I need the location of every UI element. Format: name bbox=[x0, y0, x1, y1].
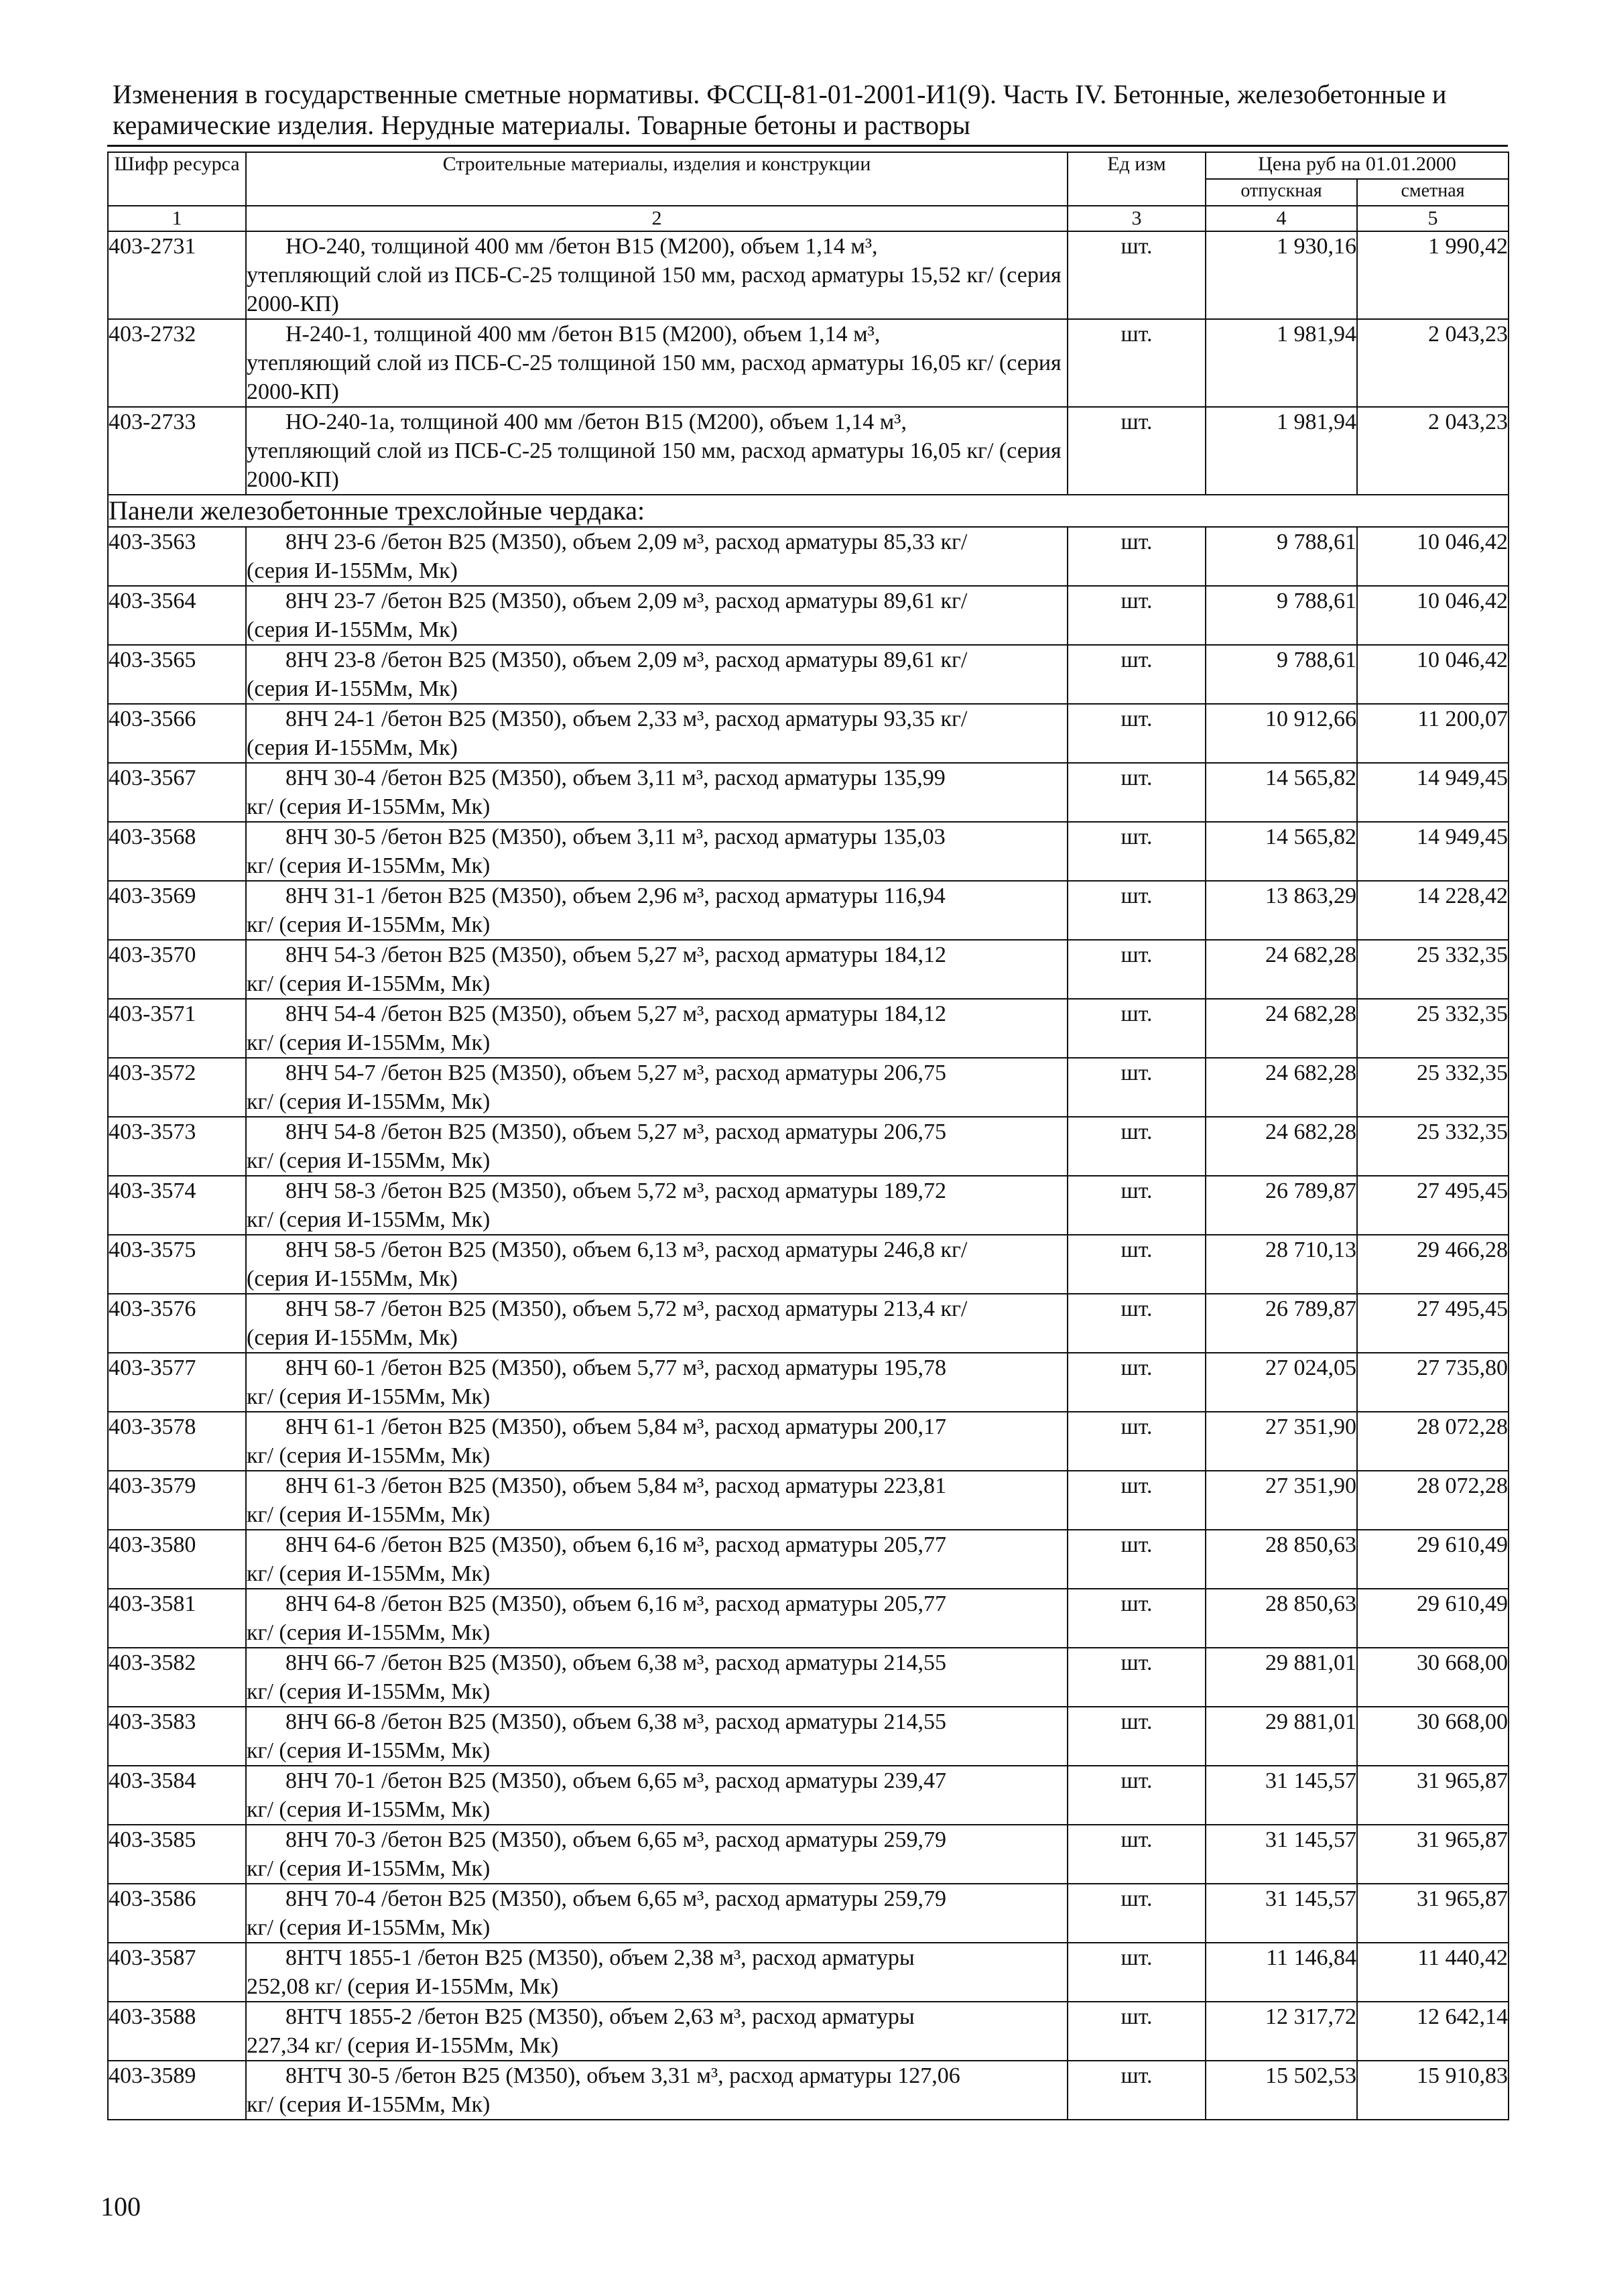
description-continuation: утепляющий слой из ПСБ-С-25 толщиной 150 мм, расход арматуры 15,52 кг/ (серия 2000-КП) bbox=[247, 263, 1062, 316]
price-release-cell: 29 881,01 bbox=[1206, 1648, 1357, 1707]
description-line: 8НЧ 66-8 /бетон В25 (М350), объем 6,38 м³, расход арматуры 214,55 bbox=[285, 1709, 946, 1734]
title-divider bbox=[107, 145, 1508, 147]
resource-description bbox=[246, 1294, 1068, 1353]
resource-code: 403-2731 bbox=[108, 231, 246, 319]
resource-code: 403-3574 bbox=[108, 1176, 246, 1235]
resource-code: 403-3588 bbox=[108, 2002, 246, 2061]
description-continuation: кг/ (серия И-155Мм, Мк) bbox=[247, 1089, 491, 1114]
resource-price-table bbox=[107, 152, 1509, 2120]
resource-description bbox=[246, 1058, 1068, 1117]
price-release-cell: 28 710,13 bbox=[1206, 1235, 1357, 1294]
header-materials: Строительные материалы, изделия и конструкции bbox=[246, 152, 1068, 206]
description-continuation: 252,08 кг/ (серия И-155Мм, Мк) bbox=[247, 1974, 559, 1999]
table-row bbox=[108, 704, 1509, 763]
resource-code: 403-3582 bbox=[108, 1648, 246, 1707]
resource-description bbox=[246, 822, 1068, 881]
price-release-cell: 27 351,90 bbox=[1206, 1412, 1357, 1471]
resource-description bbox=[246, 1589, 1068, 1648]
resource-code: 403-3564 bbox=[108, 586, 246, 645]
resource-description bbox=[246, 881, 1068, 940]
description-line: 8НЧ 70-1 /бетон В25 (М350), объем 6,65 м³, расход арматуры 239,47 bbox=[285, 1768, 946, 1793]
unit-cell: шт. bbox=[1068, 586, 1206, 645]
price-estimate-cell: 31 965,87 bbox=[1357, 1884, 1509, 1943]
unit-cell: шт. bbox=[1068, 319, 1206, 407]
description-line: 8НЧ 31-1 /бетон В25 (М350), объем 2,96 м³, расход арматуры 116,94 bbox=[285, 884, 946, 908]
resource-description bbox=[246, 1766, 1068, 1825]
description-continuation: (серия И-155Мм, Мк) bbox=[247, 1325, 458, 1350]
description-line: 8НЧ 70-4 /бетон В25 (М350), объем 6,65 м³, расход арматуры 259,79 bbox=[285, 1886, 946, 1911]
resource-code: 403-3583 bbox=[108, 1707, 246, 1766]
table-row bbox=[108, 763, 1509, 822]
description-continuation: утепляющий слой из ПСБ-С-25 толщиной 150 мм, расход арматуры 16,05 кг/ (серия 2000-КП) bbox=[247, 351, 1062, 404]
description-continuation: кг/ (серия И-155Мм, Мк) bbox=[247, 2092, 491, 2117]
unit-cell: шт. bbox=[1068, 527, 1206, 586]
table-row bbox=[108, 1766, 1509, 1825]
table-row bbox=[108, 2002, 1509, 2061]
table-row bbox=[108, 1176, 1509, 1235]
table-row bbox=[108, 1530, 1509, 1589]
price-release-cell: 31 145,57 bbox=[1206, 1766, 1357, 1825]
description-line: 8НЧ 23-7 /бетон В25 (М350), объем 2,09 м³, расход арматуры 89,61 кг/ bbox=[285, 589, 968, 613]
price-estimate-cell: 29 610,49 bbox=[1357, 1530, 1509, 1589]
resource-code: 403-3573 bbox=[108, 1117, 246, 1176]
price-release-cell: 28 850,63 bbox=[1206, 1589, 1357, 1648]
description-continuation: кг/ (серия И-155Мм, Мк) bbox=[247, 853, 491, 878]
price-release-cell: 14 565,82 bbox=[1206, 763, 1357, 822]
price-release-cell: 24 682,28 bbox=[1206, 999, 1357, 1058]
price-release-cell: 9 788,61 bbox=[1206, 645, 1357, 704]
unit-cell: шт. bbox=[1068, 407, 1206, 495]
table-row bbox=[108, 586, 1509, 645]
resource-code: 403-3586 bbox=[108, 1884, 246, 1943]
price-estimate-cell: 14 949,45 bbox=[1357, 822, 1509, 881]
column-number: 1 bbox=[108, 206, 246, 231]
price-release-cell: 29 881,01 bbox=[1206, 1707, 1357, 1766]
price-estimate-cell: 14 228,42 bbox=[1357, 881, 1509, 940]
price-estimate-cell: 14 949,45 bbox=[1357, 763, 1509, 822]
resource-code: 403-3581 bbox=[108, 1589, 246, 1648]
description-continuation: кг/ (серия И-155Мм, Мк) bbox=[247, 1856, 491, 1881]
resource-description bbox=[246, 586, 1068, 645]
price-release-cell: 28 850,63 bbox=[1206, 1530, 1357, 1589]
description-line: 8НТЧ 1855-1 /бетон В25 (М350), объем 2,38 м³, расход арматуры bbox=[285, 1945, 915, 1970]
description-continuation: кг/ (серия И-155Мм, Мк) bbox=[247, 1148, 491, 1173]
description-continuation: кг/ (серия И-155Мм, Мк) bbox=[247, 1384, 491, 1409]
resource-description bbox=[246, 704, 1068, 763]
header-unit: Ед изм bbox=[1068, 152, 1206, 206]
table-row bbox=[108, 1294, 1509, 1353]
price-estimate-cell: 29 466,28 bbox=[1357, 1235, 1509, 1294]
description-line: НО-240, толщиной 400 мм /бетон В15 (М200), объем 1,14 м³, bbox=[285, 234, 878, 259]
price-estimate-cell: 30 668,00 bbox=[1357, 1707, 1509, 1766]
unit-cell: шт. bbox=[1068, 1294, 1206, 1353]
header-price-release: отпускная bbox=[1206, 179, 1357, 206]
column-number: 5 bbox=[1357, 206, 1509, 231]
price-estimate-cell: 25 332,35 bbox=[1357, 940, 1509, 999]
table-row bbox=[108, 1235, 1509, 1294]
table-row bbox=[108, 1058, 1509, 1117]
unit-cell: шт. bbox=[1068, 1058, 1206, 1117]
resource-description bbox=[246, 999, 1068, 1058]
description-line: Н-240-1, толщиной 400 мм /бетон В15 (М200), объем 1,14 м³, bbox=[285, 322, 881, 347]
resource-code: 403-3567 bbox=[108, 763, 246, 822]
description-line: 8НЧ 58-5 /бетон В25 (М350), объем 6,13 м³, расход арматуры 246,8 кг/ bbox=[285, 1237, 968, 1262]
resource-description bbox=[246, 1825, 1068, 1884]
resource-description bbox=[246, 2061, 1068, 2120]
resource-description bbox=[246, 231, 1068, 319]
header-price-estimate: сметная bbox=[1357, 179, 1509, 206]
unit-cell: шт. bbox=[1068, 1589, 1206, 1648]
resource-code: 403-3579 bbox=[108, 1471, 246, 1530]
column-number: 4 bbox=[1206, 206, 1357, 231]
price-estimate-cell: 2 043,23 bbox=[1357, 319, 1509, 407]
price-estimate-cell: 11 200,07 bbox=[1357, 704, 1509, 763]
resource-code: 403-3571 bbox=[108, 999, 246, 1058]
resource-description bbox=[246, 1943, 1068, 2002]
table-row bbox=[108, 822, 1509, 881]
unit-cell: шт. bbox=[1068, 1471, 1206, 1530]
unit-cell: шт. bbox=[1068, 940, 1206, 999]
table-body-panels bbox=[108, 527, 1509, 2120]
resource-code: 403-3576 bbox=[108, 1294, 246, 1353]
price-estimate-cell: 10 046,42 bbox=[1357, 586, 1509, 645]
price-release-cell: 27 024,05 bbox=[1206, 1353, 1357, 1412]
table-row bbox=[108, 1707, 1509, 1766]
price-estimate-cell: 27 735,80 bbox=[1357, 1353, 1509, 1412]
resource-code: 403-3570 bbox=[108, 940, 246, 999]
unit-cell: шт. bbox=[1068, 1707, 1206, 1766]
resource-description bbox=[246, 1176, 1068, 1235]
price-release-cell: 13 863,29 bbox=[1206, 881, 1357, 940]
resource-description bbox=[246, 1117, 1068, 1176]
description-line: 8НЧ 54-8 /бетон В25 (М350), объем 5,27 м³, расход арматуры 206,75 bbox=[285, 1120, 946, 1144]
description-line: 8НЧ 64-6 /бетон В25 (М350), объем 6,16 м³, расход арматуры 205,77 bbox=[285, 1532, 946, 1557]
table-row bbox=[108, 1943, 1509, 2002]
description-continuation: кг/ (серия И-155Мм, Мк) bbox=[247, 1030, 491, 1055]
unit-cell: шт. bbox=[1068, 704, 1206, 763]
description-continuation: кг/ (серия И-155Мм, Мк) bbox=[247, 1207, 491, 1232]
table-row bbox=[108, 1412, 1509, 1471]
unit-cell: шт. bbox=[1068, 881, 1206, 940]
unit-cell: шт. bbox=[1068, 1943, 1206, 2002]
table-row bbox=[108, 1353, 1509, 1412]
description-line: 8НЧ 30-4 /бетон В25 (М350), объем 3,11 м³, расход арматуры 135,99 bbox=[285, 766, 946, 790]
description-continuation: утепляющий слой из ПСБ-С-25 толщиной 150 мм, расход арматуры 16,05 кг/ (серия 2000-КП) bbox=[247, 438, 1062, 492]
description-continuation: (серия И-155Мм, Мк) bbox=[247, 676, 458, 701]
unit-cell: шт. bbox=[1068, 2002, 1206, 2061]
resource-description bbox=[246, 407, 1068, 495]
table-row bbox=[108, 1117, 1509, 1176]
price-release-cell: 31 145,57 bbox=[1206, 1825, 1357, 1884]
table-row bbox=[108, 231, 1509, 319]
price-release-cell: 9 788,61 bbox=[1206, 527, 1357, 586]
description-line: 8НЧ 54-7 /бетон В25 (М350), объем 5,27 м³, расход арматуры 206,75 bbox=[285, 1061, 946, 1085]
resource-description bbox=[246, 2002, 1068, 2061]
unit-cell: шт. bbox=[1068, 1353, 1206, 1412]
price-release-cell: 14 565,82 bbox=[1206, 822, 1357, 881]
column-number: 3 bbox=[1068, 206, 1206, 231]
price-estimate-cell: 27 495,45 bbox=[1357, 1176, 1509, 1235]
resource-description bbox=[246, 1471, 1068, 1530]
table-row bbox=[108, 999, 1509, 1058]
description-continuation: кг/ (серия И-155Мм, Мк) bbox=[247, 1679, 491, 1704]
price-release-cell: 9 788,61 bbox=[1206, 586, 1357, 645]
price-estimate-cell: 12 642,14 bbox=[1357, 2002, 1509, 2061]
page-number: 100 bbox=[101, 2191, 141, 2222]
resource-description bbox=[246, 940, 1068, 999]
price-estimate-cell: 1 990,42 bbox=[1357, 231, 1509, 319]
price-estimate-cell: 27 495,45 bbox=[1357, 1294, 1509, 1353]
unit-cell: шт. bbox=[1068, 822, 1206, 881]
description-continuation: (серия И-155Мм, Мк) bbox=[247, 558, 458, 583]
table-row bbox=[108, 1884, 1509, 1943]
price-estimate-cell: 30 668,00 bbox=[1357, 1648, 1509, 1707]
unit-cell: шт. bbox=[1068, 1648, 1206, 1707]
resource-code: 403-3587 bbox=[108, 1943, 246, 2002]
table-row bbox=[108, 1825, 1509, 1884]
table-row bbox=[108, 881, 1509, 940]
price-estimate-cell: 28 072,28 bbox=[1357, 1412, 1509, 1471]
description-line: 8НЧ 60-1 /бетон В25 (М350), объем 5,77 м³, расход арматуры 195,78 bbox=[285, 1355, 946, 1380]
description-line: 8НЧ 54-3 /бетон В25 (М350), объем 5,27 м³, расход арматуры 184,12 bbox=[285, 943, 946, 967]
unit-cell: шт. bbox=[1068, 1235, 1206, 1294]
price-release-cell: 24 682,28 bbox=[1206, 940, 1357, 999]
description-continuation: кг/ (серия И-155Мм, Мк) bbox=[247, 1620, 491, 1645]
description-line: 8НЧ 58-3 /бетон В25 (М350), объем 5,72 м³, расход арматуры 189,72 bbox=[285, 1179, 946, 1203]
description-line: 8НЧ 23-6 /бетон В25 (М350), объем 2,09 м³, расход арматуры 85,33 кг/ bbox=[285, 530, 968, 554]
unit-cell: шт. bbox=[1068, 1884, 1206, 1943]
resource-description bbox=[246, 1648, 1068, 1707]
description-line: 8НЧ 58-7 /бетон В25 (М350), объем 5,72 м³, расход арматуры 213,4 кг/ bbox=[285, 1296, 968, 1321]
price-release-cell: 1 981,94 bbox=[1206, 407, 1357, 495]
description-continuation: кг/ (серия И-155Мм, Мк) bbox=[247, 794, 491, 819]
price-release-cell: 31 145,57 bbox=[1206, 1884, 1357, 1943]
unit-cell: шт. bbox=[1068, 645, 1206, 704]
unit-cell: шт. bbox=[1068, 231, 1206, 319]
resource-code: 403-3569 bbox=[108, 881, 246, 940]
resource-description bbox=[246, 527, 1068, 586]
section-row bbox=[108, 495, 1509, 527]
description-line: 8НЧ 70-3 /бетон В25 (М350), объем 6,65 м³, расход арматуры 259,79 bbox=[285, 1827, 946, 1852]
column-number: 2 bbox=[246, 206, 1068, 231]
resource-description bbox=[246, 1412, 1068, 1471]
description-continuation: кг/ (серия И-155Мм, Мк) bbox=[247, 1561, 491, 1586]
resource-code: 403-3580 bbox=[108, 1530, 246, 1589]
resource-code: 403-2733 bbox=[108, 407, 246, 495]
section-heading-body bbox=[108, 495, 1509, 527]
resource-description bbox=[246, 1235, 1068, 1294]
unit-cell: шт. bbox=[1068, 1766, 1206, 1825]
price-release-cell: 24 682,28 bbox=[1206, 1117, 1357, 1176]
description-continuation: 227,34 кг/ (серия И-155Мм, Мк) bbox=[247, 2033, 559, 2058]
description-line: НО-240-1а, толщиной 400 мм /бетон В15 (М200), объем 1,14 м³, bbox=[285, 410, 907, 434]
resource-code: 403-3585 bbox=[108, 1825, 246, 1884]
description-continuation: кг/ (серия И-155Мм, Мк) bbox=[247, 1797, 491, 1822]
table-row bbox=[108, 1471, 1509, 1530]
table-row bbox=[108, 1648, 1509, 1707]
resource-code: 403-3578 bbox=[108, 1412, 246, 1471]
description-continuation: (серия И-155Мм, Мк) bbox=[247, 617, 458, 642]
table-row bbox=[108, 940, 1509, 999]
description-continuation: кг/ (серия И-155Мм, Мк) bbox=[247, 912, 491, 937]
description-continuation: кг/ (серия И-155Мм, Мк) bbox=[247, 1915, 491, 1940]
description-continuation: (серия И-155Мм, Мк) bbox=[247, 1266, 458, 1291]
resource-code: 403-3575 bbox=[108, 1235, 246, 1294]
description-line: 8НЧ 54-4 /бетон В25 (М350), объем 5,27 м³, расход арматуры 184,12 bbox=[285, 1002, 946, 1026]
resource-code: 403-2732 bbox=[108, 319, 246, 407]
table-row bbox=[108, 1589, 1509, 1648]
description-line: 8НЧ 30-5 /бетон В25 (М350), объем 3,11 м³, расход арматуры 135,03 bbox=[285, 825, 946, 849]
price-release-cell: 26 789,87 bbox=[1206, 1176, 1357, 1235]
resource-description bbox=[246, 319, 1068, 407]
unit-cell: шт. bbox=[1068, 763, 1206, 822]
resource-code: 403-3589 bbox=[108, 2061, 246, 2120]
resource-code: 403-3577 bbox=[108, 1353, 246, 1412]
unit-cell: шт. bbox=[1068, 1117, 1206, 1176]
description-line: 8НЧ 66-7 /бетон В25 (М350), объем 6,38 м³, расход арматуры 214,55 bbox=[285, 1650, 946, 1675]
header-price-group: Цена руб на 01.01.2000 bbox=[1206, 152, 1509, 179]
price-estimate-cell: 25 332,35 bbox=[1357, 1117, 1509, 1176]
unit-cell: шт. bbox=[1068, 1825, 1206, 1884]
unit-cell: шт. bbox=[1068, 2061, 1206, 2120]
description-line: 8НЧ 24-1 /бетон В25 (М350), объем 2,33 м³, расход арматуры 93,35 кг/ bbox=[285, 707, 968, 731]
description-line: 8НЧ 61-1 /бетон В25 (М350), объем 5,84 м³, расход арматуры 200,17 bbox=[285, 1414, 946, 1439]
price-release-cell: 1 981,94 bbox=[1206, 319, 1357, 407]
price-estimate-cell: 29 610,49 bbox=[1357, 1589, 1509, 1648]
resource-description bbox=[246, 645, 1068, 704]
price-release-cell: 11 146,84 bbox=[1206, 1943, 1357, 2002]
resource-description bbox=[246, 1353, 1068, 1412]
price-estimate-cell: 28 072,28 bbox=[1357, 1471, 1509, 1530]
resource-code: 403-3568 bbox=[108, 822, 246, 881]
price-estimate-cell: 25 332,35 bbox=[1357, 1058, 1509, 1117]
table-row bbox=[108, 407, 1509, 495]
resource-description bbox=[246, 1530, 1068, 1589]
price-release-cell: 27 351,90 bbox=[1206, 1471, 1357, 1530]
price-estimate-cell: 10 046,42 bbox=[1357, 527, 1509, 586]
price-estimate-cell: 15 910,83 bbox=[1357, 2061, 1509, 2120]
resource-code: 403-3584 bbox=[108, 1766, 246, 1825]
price-release-cell: 15 502,53 bbox=[1206, 2061, 1357, 2120]
unit-cell: шт. bbox=[1068, 1530, 1206, 1589]
resource-code: 403-3563 bbox=[108, 527, 246, 586]
price-release-cell: 12 317,72 bbox=[1206, 2002, 1357, 2061]
price-estimate-cell: 11 440,42 bbox=[1357, 1943, 1509, 2002]
unit-cell: шт. bbox=[1068, 1176, 1206, 1235]
description-continuation: (серия И-155Мм, Мк) bbox=[247, 735, 458, 760]
header-code: Шифр ресурса bbox=[108, 152, 246, 206]
price-estimate-cell: 10 046,42 bbox=[1357, 645, 1509, 704]
table-body-top bbox=[108, 231, 1509, 495]
price-estimate-cell: 31 965,87 bbox=[1357, 1766, 1509, 1825]
description-continuation: кг/ (серия И-155Мм, Мк) bbox=[247, 971, 491, 996]
description-line: 8НТЧ 30-5 /бетон В25 (М350), объем 3,31 м³, расход арматуры 127,06 bbox=[285, 2063, 960, 2088]
description-continuation: кг/ (серия И-155Мм, Мк) bbox=[247, 1738, 491, 1763]
unit-cell: шт. bbox=[1068, 999, 1206, 1058]
unit-cell: шт. bbox=[1068, 1412, 1206, 1471]
price-release-cell: 26 789,87 bbox=[1206, 1294, 1357, 1353]
table-row bbox=[108, 2061, 1509, 2120]
table-row bbox=[108, 527, 1509, 586]
description-line: 8НЧ 23-8 /бетон В25 (М350), объем 2,09 м³, расход арматуры 89,61 кг/ bbox=[285, 648, 968, 672]
description-continuation: кг/ (серия И-155Мм, Мк) bbox=[247, 1502, 491, 1527]
table-row bbox=[108, 645, 1509, 704]
description-line: 8НЧ 61-3 /бетон В25 (М350), объем 5,84 м³, расход арматуры 223,81 bbox=[285, 1473, 946, 1498]
price-release-cell: 10 912,66 bbox=[1206, 704, 1357, 763]
resource-code: 403-3566 bbox=[108, 704, 246, 763]
resource-description bbox=[246, 1884, 1068, 1943]
description-line: 8НТЧ 1855-2 /бетон В25 (М350), объем 2,63 м³, расход арматуры bbox=[285, 2004, 915, 2029]
description-continuation: кг/ (серия И-155Мм, Мк) bbox=[247, 1443, 491, 1468]
section-title: Панели железобетонные трехслойные чердака: bbox=[108, 495, 1509, 527]
price-estimate-cell: 31 965,87 bbox=[1357, 1825, 1509, 1884]
price-release-cell: 1 930,16 bbox=[1206, 231, 1357, 319]
table-row bbox=[108, 319, 1509, 407]
description-line: 8НЧ 64-8 /бетон В25 (М350), объем 6,16 м³, расход арматуры 205,77 bbox=[285, 1591, 946, 1616]
resource-description bbox=[246, 763, 1068, 822]
resource-code: 403-3572 bbox=[108, 1058, 246, 1117]
price-estimate-cell: 25 332,35 bbox=[1357, 999, 1509, 1058]
resource-description bbox=[246, 1707, 1068, 1766]
price-release-cell: 24 682,28 bbox=[1206, 1058, 1357, 1117]
resource-code: 403-3565 bbox=[108, 645, 246, 704]
page-title: Изменения в государственные сметные нормативы. ФССЦ-81-01-2001-И1(9). Часть IV. Бетонные, железобетонные и керамические изделия. Нерудные материалы. Товарные бетоны и растворы bbox=[113, 79, 1447, 140]
price-estimate-cell: 2 043,23 bbox=[1357, 407, 1509, 495]
